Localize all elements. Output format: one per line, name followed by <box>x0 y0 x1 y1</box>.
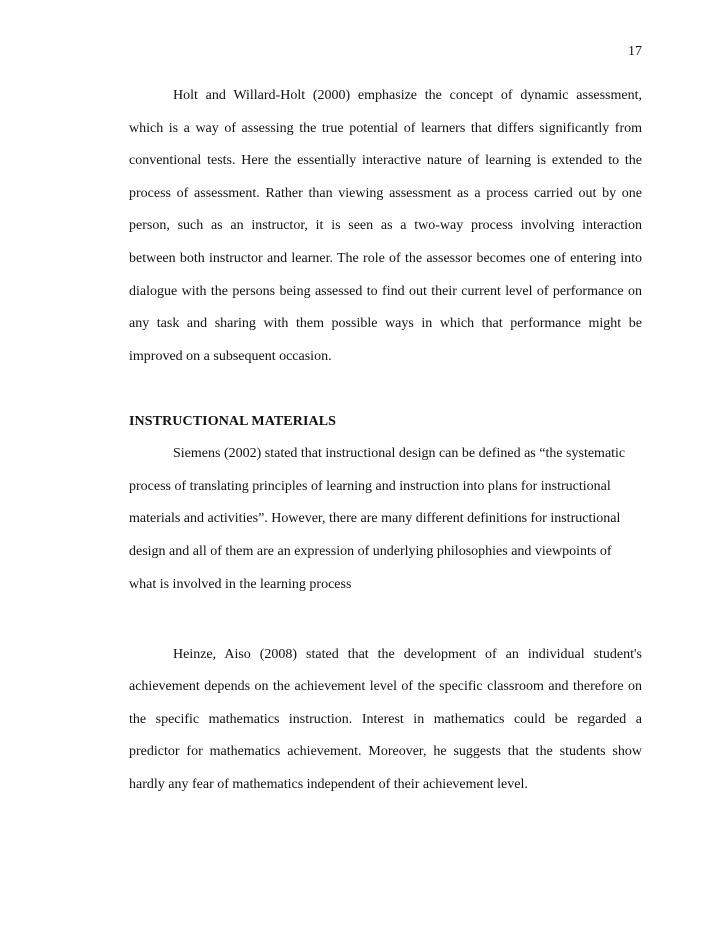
section-heading: INSTRUCTIONAL MATERIALS <box>129 414 337 429</box>
text-line: hardly any fear of mathematics independent of their achievement level. <box>129 777 528 792</box>
text-line: predictor for mathematics achievement. Moreover, he suggests that the students show <box>129 744 642 759</box>
text-line: any task and sharing with them possible ways in which that performance might be <box>129 316 642 331</box>
text-line: Holt and Willard-Holt (2000) emphasize the concept of dynamic assessment, <box>173 88 642 103</box>
text-line: achievement depends on the achievement level of the specific classroom and therefore on <box>129 679 642 694</box>
text-line: what is involved in the learning process <box>129 577 352 592</box>
text-line: person, such as an instructor, it is seen as a two-way process involving interaction <box>129 218 642 233</box>
text-line: process of translating principles of learning and instruction into plans for instructional <box>129 479 611 494</box>
text-line: conventional tests. Here the essentially interactive nature of learning is extended to the <box>129 153 642 168</box>
page-number: 17 <box>628 44 642 59</box>
text-line: process of assessment. Rather than viewing assessment as a process carried out by one <box>129 186 642 201</box>
text-line: the specific mathematics instruction. Interest in mathematics could be regarded a <box>129 712 642 727</box>
text-line: between both instructor and learner. The role of the assessor becomes one of entering into <box>129 251 642 266</box>
text-line: design and all of them are an expression of underlying philosophies and viewpoints of <box>129 544 612 559</box>
text-line: dialogue with the persons being assessed to find out their current level of performance on <box>129 284 642 299</box>
text-line: Siemens (2002) stated that instructional design can be defined as “the systematic <box>173 446 626 461</box>
text-line: improved on a subsequent occasion. <box>129 349 332 364</box>
text-line: materials and activities”. However, there are many different definitions for instructional <box>129 511 621 526</box>
text-line: Heinze, Aiso (2008) stated that the development of an individual student's <box>173 647 642 662</box>
text-line: which is a way of assessing the true potential of learners that differs significantly from <box>129 121 642 136</box>
